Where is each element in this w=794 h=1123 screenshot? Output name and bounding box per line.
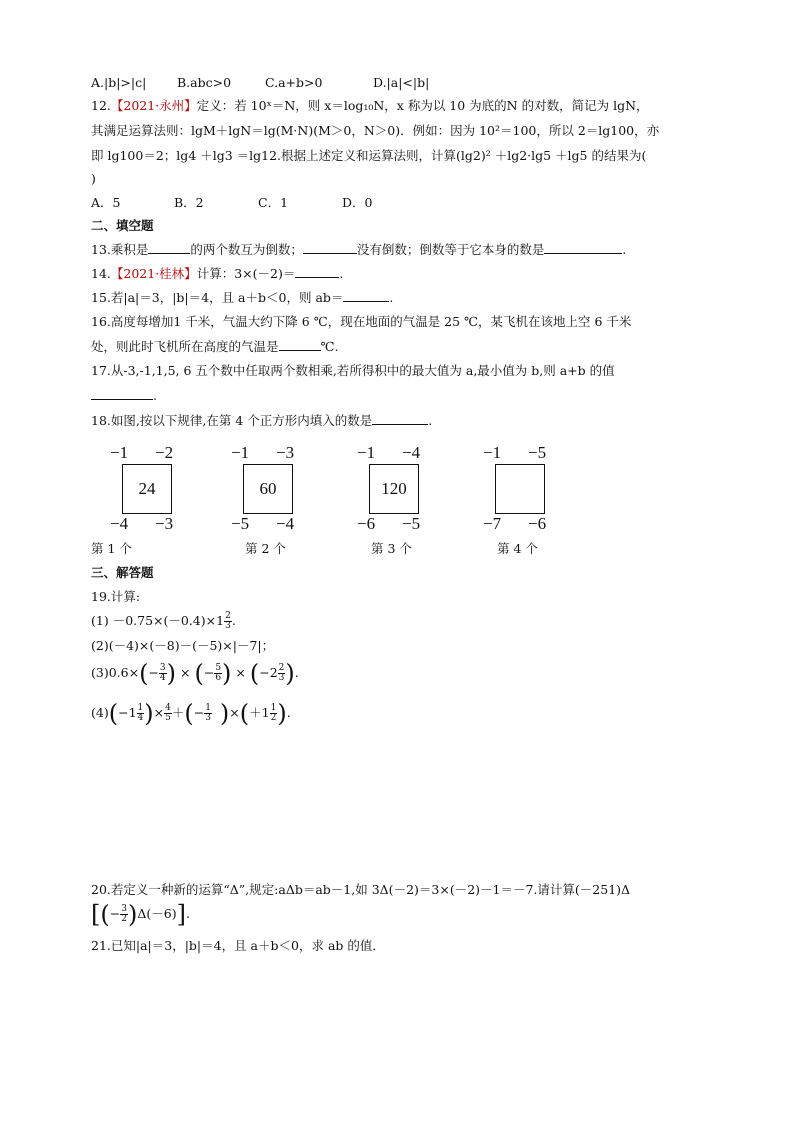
q12-source-tag: 【2021·永州】 [110, 98, 197, 113]
q20-line-2: [(− $\frac{3}{2}$ )Δ(－6)]. [91, 900, 190, 929]
figure-caption: 第 1 个 [91, 541, 132, 556]
frac-den: 3 [225, 621, 231, 631]
q18-prompt: 18.如图,按以下规律,在第 4 个正方形内填入的数是 [91, 413, 373, 428]
frac-den: 6 [215, 673, 222, 683]
q18-text [91, 411, 432, 430]
q19-4-label: (4) [91, 705, 109, 720]
q18-blank[interactable] [372, 411, 428, 425]
q19-1-expr: －0.75×(－0.4)×1 [112, 613, 225, 628]
q11-option-b: B.abc>0 [177, 75, 232, 90]
q19-part-3: (3)0.6×(− $\frac{3}{4}$ ) × (− $\frac{5}{6}$ ) × (−2 $\frac{2}{3}$ ). [91, 659, 299, 688]
q12-text-1: 定义：若 10ˣ＝N，则 x＝log₁₀N，x 称为以 10 为底的N 的对数，简记为 lgN， [196, 98, 649, 113]
q12-line-2: 其满足运算法则：lgM＋lgN＝lg(M·N)(M＞0，N＞0)．例如：因为 10²＝100，所以 2＝lg100，亦 [91, 123, 660, 138]
q19-title: 19.计算: [91, 589, 141, 604]
figure-top-right-number: −3 [276, 443, 295, 462]
frac-den: 4 [159, 673, 166, 683]
whole: 2 [269, 665, 278, 680]
frac-num: 3 [121, 904, 127, 914]
q20-line-1: 20.若定义一种新的运算“Δ”,规定:aΔb＝ab－1,如 3Δ(－2)＝3×(－2)－1＝－7.请计算(－251)Δ [91, 882, 631, 897]
figure-square: 24 [122, 464, 172, 514]
figure-bottom-left-number: −4 [110, 514, 129, 533]
figure-empty-square [495, 464, 545, 514]
q13-text-d: . [622, 242, 627, 257]
q13-text-b: 的两个数互为倒数； [190, 242, 303, 257]
q11-option-c: C.a+b>0 [265, 75, 323, 90]
q12-option-c: C．1 [258, 195, 289, 210]
q12-line-3: 即 lg100＝2；lg4 ＋lg3 ＝lg12.根据上述定义和运算法则，计算(lg2)² ＋lg2·lg5 ＋lg5 的结果为( [91, 148, 647, 163]
figure-bottom-right-number: −6 [528, 514, 547, 533]
q13-blank-1[interactable] [148, 240, 190, 254]
q16-blank[interactable] [279, 337, 321, 351]
q15-end: . [389, 290, 394, 305]
frac-num: 1 [205, 703, 211, 713]
frac-num: 5 [215, 663, 222, 673]
q13-blank-3[interactable] [544, 240, 622, 254]
q21: 21.已知|a|＝3，|b|＝4，且 a＋b＜0，求 ab 的值． [91, 938, 385, 953]
frac-num: 2 [278, 663, 285, 673]
figure-top-right-number: −2 [155, 443, 174, 462]
q13-text-c: 没有倒数；倒数等于它本身的数是 [356, 242, 545, 257]
whole: 1 [261, 705, 270, 720]
q17-blank[interactable] [91, 386, 153, 400]
frac-den: 4 [137, 713, 144, 723]
q12-option-d: D．0 [342, 195, 373, 210]
q11-options [91, 74, 429, 92]
whole: 1 [128, 705, 137, 720]
section-fill-in-title: 二、填空题 [91, 218, 154, 233]
q12-option-b: B．2 [174, 195, 204, 210]
q20-tail: Δ(－6) [137, 906, 177, 921]
q19-3-label: (3)0.6× [91, 665, 140, 680]
frac-den: 3 [278, 673, 285, 683]
q14-text: 计算：3×(－2)＝ [196, 266, 296, 281]
q16-unit: ℃. [320, 339, 339, 354]
figure-caption: 第 2 个 [245, 541, 286, 556]
figure-caption: 第 3 个 [371, 541, 412, 556]
q19-1-label: (1) [91, 613, 109, 628]
q17-end: . [153, 388, 157, 403]
figure-top-left-number: −1 [110, 443, 129, 462]
q11-option-a: A.|b|>|c| [91, 75, 147, 90]
q15 [91, 288, 393, 307]
fraction [164, 704, 172, 723]
fraction [214, 664, 222, 683]
q16-line-1: 16.高度每增加1 千米，气温大约下降 6 ℃，现在地面的气温是 25 ℃，某飞机在该地上空 6 千米 [91, 314, 632, 329]
q13-text-a: 13.乘积是 [91, 242, 149, 257]
q11-option-d: D.|a|<|b| [373, 75, 430, 90]
q14-number: 14. [91, 266, 111, 281]
figure-top-right-number: −4 [402, 443, 421, 462]
frac-num: 4 [165, 703, 171, 713]
frac-den: 3 [205, 713, 211, 723]
figure-bottom-left-number: −7 [483, 514, 502, 533]
q19-part-2: (2)(－4)×(－8)－(－5)×|－7|； [91, 638, 275, 653]
q15-blank[interactable] [343, 288, 389, 302]
q13-blank-2[interactable] [303, 240, 357, 254]
figure-top-left-number: −1 [483, 443, 502, 462]
frac-num: 1 [137, 703, 144, 713]
q12-option-a: A．5 [91, 195, 121, 210]
figure-bottom-right-number: −3 [155, 514, 174, 533]
frac-den: 5 [165, 713, 171, 723]
q15-text: 15.若|a|＝3，|b|＝4，且 a＋b＜0，则 ab＝ [91, 290, 344, 305]
figure-bottom-left-number: −6 [357, 514, 376, 533]
figure-square: 120 [369, 464, 419, 514]
figure-top-right-number: −5 [528, 443, 547, 462]
q18-end: . [428, 413, 433, 428]
figure-top-left-number: −1 [231, 443, 250, 462]
q17-line-1: 17.从-3,-1,1,5, 6 五个数中任取两个数相乘,若所得积中的最大值为 a,最小值为 b,则 a+b 的值 [91, 363, 615, 378]
figure-bottom-right-number: −4 [276, 514, 295, 533]
frac-den: 2 [270, 713, 277, 723]
q14-source-tag: 【2021·桂林】 [110, 266, 197, 281]
q12-number: 12. [91, 98, 111, 113]
figure-bottom-left-number: −5 [231, 514, 250, 533]
q16-text: 处，则此时飞机所在高度的气温是 [91, 339, 279, 354]
q12-options [91, 194, 372, 212]
frac-num: 3 [159, 663, 166, 673]
figure-bottom-right-number: −5 [402, 514, 421, 533]
frac-num: 1 [270, 703, 277, 713]
q14-blank[interactable] [295, 264, 339, 278]
frac-num: 2 [225, 611, 231, 621]
q19-part-4: (4)(−1 $\frac{1}{4}$ )× $\frac{4}{5}$ ＋(− $\frac{1}{3}$ )×(＋1 $\frac{1}{2}$ ). [91, 699, 291, 728]
frac-den: 2 [121, 914, 127, 924]
fraction [159, 664, 167, 683]
q12-line-1 [91, 97, 649, 115]
fraction [204, 704, 212, 723]
figure-square: 60 [243, 464, 293, 514]
q16-line-2 [91, 337, 338, 356]
figure-top-left-number: −1 [357, 443, 376, 462]
q19-1-end: . [231, 613, 236, 628]
section-answer-title: 三、解答题 [91, 565, 154, 580]
figure-caption: 第 4 个 [497, 541, 538, 556]
q17-line-2 [91, 386, 157, 405]
q12-line-4: ) [91, 171, 96, 186]
fraction [120, 905, 128, 924]
q13 [91, 240, 626, 259]
q19-part-1 [91, 612, 236, 631]
q14-end: . [339, 266, 344, 281]
q19-1-fraction [224, 612, 232, 631]
q14 [91, 264, 343, 283]
